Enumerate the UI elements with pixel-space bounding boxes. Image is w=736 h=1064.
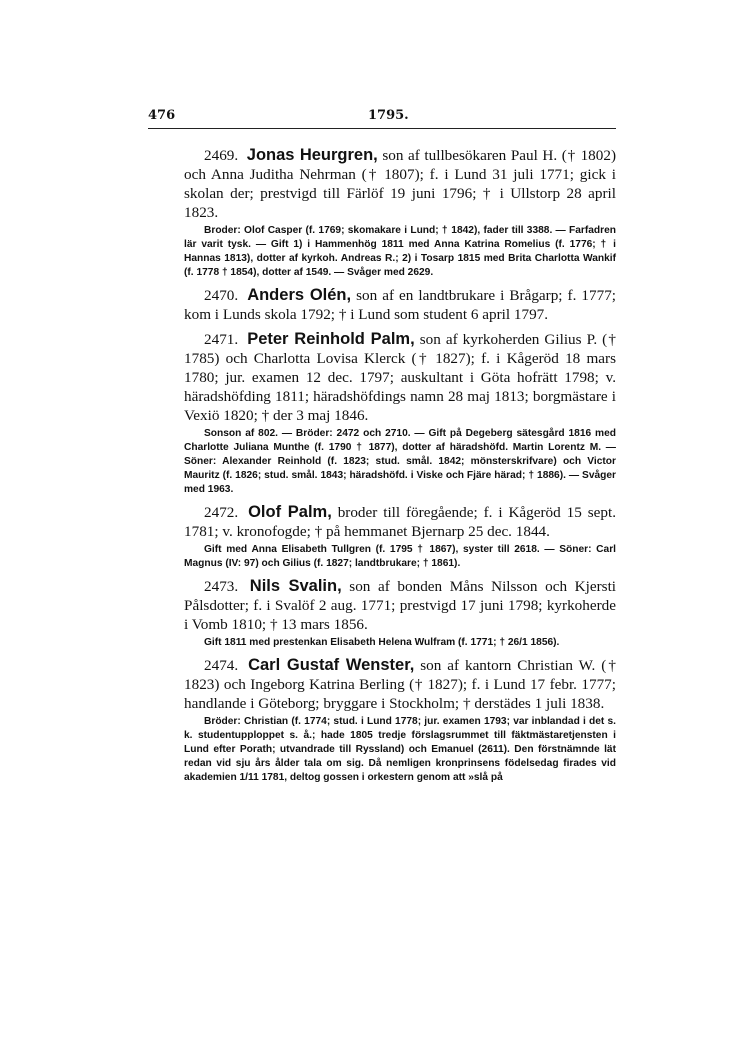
entry-2470 xyxy=(184,286,616,324)
entry-name: Jonas Heurgren, xyxy=(246,146,378,164)
entry-text xyxy=(184,577,616,634)
entry-name: Peter Reinhold Palm, xyxy=(247,330,415,348)
entry-biography: son af tullbesökaren Paul H. († 1802) och Anna Juditha Nehrman († 1807); f. i Lund 31 juli 1771; gick i skolan der; prestvigd till Färlöf 19 juni 1796; † i Ullstorp 28 april 1823. xyxy=(184,147,617,221)
entry-text xyxy=(184,286,616,324)
entry-biography: son af bonden Måns Nilsson och Kjersti Pålsdotter; f. i Svalöf 2 aug. 1771; prestvigd 17 juni 1798; kyrkoherde i Vomb 1810; † 13 mars 1856. xyxy=(184,578,617,633)
entry-note: Bröder: Christian (f. 1774; stud. i Lund 1778; jur. examen 1793; var inblandad i det s. k. studentupploppet s. å.; hade 1805 tredje förslagsrummet till fäktmästaretjensten i Lund efter Porath; utvandrade till Ryssland) och Emanuel (2611). Den förstnämnde lät redan vid sju års ålder tala om sig. Då nemligen kronprinsens födelsedag firades vid akademien 1/11 1781, deltog gossen i orkestern genom att »slå på xyxy=(184,716,616,783)
running-head-year: 1795. xyxy=(368,108,409,123)
entry-biography: son af kantorn Christian W. († 1823) och Ingeborg Katrina Berling († 1827); f. i Lund 17 febr. 1777; handlande i Göteborg; bryggare i Stockholm; † derstädes 1 juli 1838. xyxy=(184,657,617,712)
page-body xyxy=(184,140,616,785)
entry-note: Gift med Anna Elisabeth Tullgren (f. 1795 † 1867), syster till 2618. — Söner: Carl Magnus (IV: 97) och Gilius (f. 1827; landtbrukare; † 1861). xyxy=(184,544,616,569)
entry-name: Anders Olén, xyxy=(247,286,352,304)
entry-2472 xyxy=(184,503,616,571)
entry-note: Gift 1811 med prestenkan Elisabeth Helena Wulfram (f. 1771; † 26/1 1856). xyxy=(204,637,560,648)
page-header xyxy=(148,108,616,130)
entry-name: Carl Gustaf Wenster, xyxy=(248,656,415,674)
entry-2471 xyxy=(184,330,616,497)
entry-number: 2470. xyxy=(204,287,239,304)
entry-number: 2474. xyxy=(204,657,239,674)
entry-text xyxy=(184,503,616,541)
entry-2473 xyxy=(184,577,616,650)
entry-2469 xyxy=(184,146,616,280)
entry-name: Olof Palm, xyxy=(248,503,332,521)
entry-number: 2471. xyxy=(204,331,239,348)
entry-text xyxy=(184,330,616,425)
entry-biography: son af kyrkoherden Gilius P. († 1785) och Charlotta Lovisa Klerck († 1827); f. i Kågeröd 18 mars 1780; jur. examen 12 dec. 1797; auskultant i Göta hofrätt 1798; v. häradshöfding 1811; häradshöfdings namn 28 maj 1813; borgmästare i Vexiö 1820; † der 3 maj 1846. xyxy=(184,331,617,424)
header-rule xyxy=(148,128,616,129)
entry-2474 xyxy=(184,656,616,785)
entry-note: Sonson af 802. — Bröder: 2472 och 2710. — Gift på Degeberg sätesgård 1816 med Charlotte Juliana Munthe (f. 1790 † 1877), dotter af häradshöfd. Martin Lorentz M. — Söner: Alexander Reinhold (f. 1823; stud. smål. 1842; mönsterskrifvare) och Victor Mauritz (f. 1826; stud. smål. 1843; häradshöfd. i Viske och Fjäre härad; † 1886). — Svåger med 1963. xyxy=(184,428,616,495)
entry-text xyxy=(184,146,616,222)
entry-name: Nils Svalin, xyxy=(249,577,342,595)
entry-text xyxy=(184,656,616,713)
entry-note: Broder: Olof Casper (f. 1769; skomakare i Lund; † 1842), fader till 3388. — Farfadren lär varit tysk. — Gift 1) i Hammenhög 1811 med Anna Katrina Romelius (f. 1776; † i Hannas 1813), dotter af kyrkoh. Andreas R.; 2) i Tosarp 1815 med Brita Charlotta Wankif (f. 1778 † 1854), dotter af 1549. — Svåger med 2629. xyxy=(184,225,616,278)
entry-number: 2472. xyxy=(204,504,239,521)
entry-biography: son af en landtbrukare i Brågarp; f. 1777; kom i Lunds skola 1792; † i Lund som student 6 april 1797. xyxy=(184,287,617,323)
page-number: 476 xyxy=(148,108,176,123)
entry-number: 2469. xyxy=(204,147,239,164)
entry-biography: broder till föregående; f. i Kågeröd 15 sept. 1781; v. kronofogde; † på hemmanet Bjernarp 25 dec. 1844. xyxy=(184,504,616,540)
entry-number: 2473. xyxy=(204,578,239,595)
